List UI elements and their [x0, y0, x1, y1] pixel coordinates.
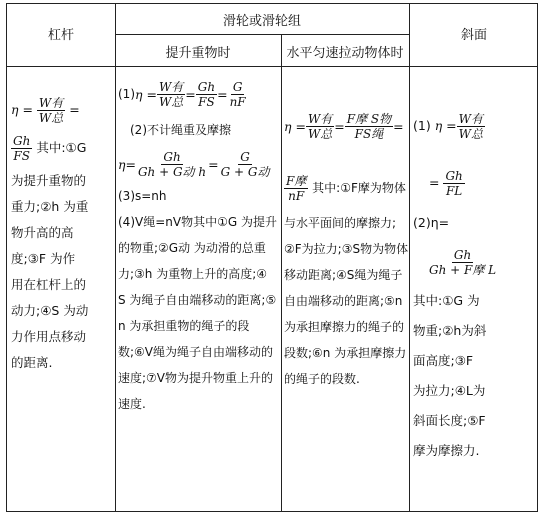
fraction-w: [37, 96, 65, 125]
equals-sign: =: [393, 118, 404, 134]
lever-text-line: 度;③F 为作: [11, 251, 76, 266]
fraction-gh-fs: [11, 134, 32, 163]
w-total: W总: [458, 126, 483, 141]
nf-term: nF: [229, 94, 246, 109]
s-nh-text: (3)s=nh: [118, 189, 167, 203]
header-vertical: 提升重物时: [165, 46, 231, 61]
horizontal-text-line: 的绳子的段数.: [284, 372, 360, 386]
gh-term: Gh: [13, 133, 31, 148]
incline-item-2: (2)η=: [413, 215, 450, 230]
incline-text-line: 摩为摩擦力.: [413, 443, 480, 458]
lever-efficiency-formula: [11, 92, 113, 128]
equals-sign: =: [185, 86, 196, 102]
w-useful: W有: [38, 95, 64, 110]
vertical-text-line: 力;③h 为重物上升的高度;④: [118, 267, 268, 281]
gh-term: Gh: [453, 247, 472, 262]
fraction-w: [157, 80, 185, 109]
horizontal-f-nf-line: [284, 166, 408, 210]
vertical-text-line: 速度.: [118, 397, 146, 411]
fs-term: FS: [13, 148, 30, 163]
vertical-text-line: 的物重;②G动 为动滑的总重: [118, 241, 266, 255]
gh-term: Gh: [445, 168, 463, 183]
lever-text-line: 力作用点移动: [11, 329, 87, 344]
w-total: W总: [38, 110, 64, 125]
formula-table: [6, 3, 538, 512]
eta-symbol: η =: [135, 86, 157, 102]
incline-efficiency-formula-2: [413, 238, 537, 286]
friction-term: F摩: [286, 173, 307, 188]
lever-text-line: 动力;④S 为动: [11, 303, 89, 318]
vertical-efficiency-formula: [118, 76, 280, 112]
lever-text-line: 其中:①G: [36, 140, 87, 155]
g-term: G: [240, 149, 250, 164]
header-horizontal: 水平匀速拉动物体时: [286, 46, 404, 61]
equals-sign: =: [334, 118, 345, 134]
equals-sign: =: [69, 102, 80, 117]
row-divider: [7, 66, 537, 67]
vertical-text-line: S 为绳子自由端移动的距离;⑤: [118, 293, 277, 307]
horizontal-text-line: 段数;⑥n 为承担摩擦力: [284, 346, 407, 360]
w-total: W总: [158, 94, 184, 109]
incline-text-line: 面高度;③F: [413, 353, 474, 368]
incline-text-line: 其中:①G 为: [413, 293, 480, 308]
fs-term: FS: [198, 94, 215, 109]
fraction-f-nf: [284, 174, 308, 203]
column-divider: [115, 4, 116, 511]
lever-text-line: 为提升重物的: [11, 173, 87, 188]
horizontal-text-line: 其中:①F摩为物体: [312, 180, 406, 195]
fraction-fs: [345, 112, 393, 141]
horizontal-text-line: ②F为拉力;③S物为物体: [284, 242, 409, 256]
vertical-efficiency-formula-2: [118, 144, 280, 184]
equals-sign: =: [429, 175, 440, 190]
header-pulley: 滑轮或滑轮组: [222, 14, 301, 29]
incline-text-line: 斜面长度;⑤F: [413, 413, 486, 428]
horizontal-efficiency-formula: [284, 108, 408, 144]
lever-text-line: 用在杠杆上的: [11, 277, 87, 292]
fraction-gh-ghfl: [427, 248, 498, 277]
fraction-w: [457, 112, 485, 141]
incline-cell: [413, 108, 537, 466]
lever-text-line: 物升高的高: [11, 225, 74, 240]
horizontal-text-line: 为承担摩擦力的绳子的: [284, 320, 405, 334]
header-lever: 杠杆: [47, 28, 74, 43]
g-gd-term: G + G动: [220, 164, 270, 179]
vertical-text-line: (4)V绳=nV物其中①G 为提升: [118, 215, 277, 229]
eta-symbol: η =: [284, 118, 306, 134]
eta-symbol: η=: [118, 156, 136, 172]
fraction-g-nf: [228, 80, 248, 109]
g-term: G: [232, 79, 243, 94]
column-divider: [409, 4, 410, 511]
w-total: W总: [307, 126, 333, 141]
fraction-w: [306, 112, 334, 141]
item-number: (1): [118, 86, 135, 101]
item-number: (1): [413, 118, 431, 133]
f-s-rope-term: FS绳: [354, 126, 384, 141]
w-useful: W有: [307, 111, 333, 126]
fl-term: FL: [445, 183, 463, 198]
horizontal-text-line: 自由端移动的距离;⑤n: [284, 294, 403, 308]
header-incline: 斜面: [460, 28, 487, 43]
incline-efficiency-formula: [413, 108, 537, 144]
vertical-text-line: 速度;⑦V物为提升物重上升的: [118, 371, 274, 385]
lever-cell: [11, 92, 113, 376]
lever-gh-line: [11, 128, 113, 168]
nf-term: nF: [288, 188, 305, 203]
horizontal-text-line: 移动距离;④S绳为绳子: [284, 268, 403, 282]
fraction-gh-ghgd: [136, 150, 208, 179]
column-divider: [281, 34, 282, 511]
vertical-text-line: n 为承担重物的绳子的段: [118, 319, 250, 333]
condition-text: (2)不计绳重及摩擦: [130, 123, 231, 137]
horizontal-text-line: 与水平面间的摩擦力;: [284, 216, 397, 230]
incline-text-line: 物重;②h为斜: [413, 323, 487, 338]
fraction-gh-fl: [443, 169, 464, 198]
vertical-cell: [118, 76, 280, 418]
eta-symbol: η =: [434, 118, 457, 133]
vertical-text-line: 数;⑥V绳为绳子自由端移动的: [118, 345, 274, 359]
equals-sign: =: [208, 156, 219, 172]
horizontal-cell: [284, 108, 408, 392]
w-useful: W有: [158, 79, 184, 94]
fraction-g-ggd: [219, 150, 272, 179]
eta-symbol: η =: [11, 102, 33, 117]
w-useful: W有: [458, 111, 483, 126]
fraction-gh-fs: [196, 80, 217, 109]
row-divider: [115, 34, 409, 35]
incline-text-line: 为拉力;④L为: [413, 383, 486, 398]
gh-term: Gh: [163, 149, 181, 164]
lever-text-line: 重力;②h 为重: [11, 199, 89, 214]
equals-sign: =: [217, 86, 228, 102]
incline-gh-fl-line: [413, 158, 537, 208]
f-s-object-term: F摩 S物: [346, 111, 392, 126]
gh-gdh-term: Gh + G动 h: [137, 164, 207, 179]
gh-fl-term: Gh + F摩 L: [429, 262, 497, 277]
lever-text-line: 的距离.: [11, 355, 53, 370]
gh-term: Gh: [197, 79, 216, 94]
